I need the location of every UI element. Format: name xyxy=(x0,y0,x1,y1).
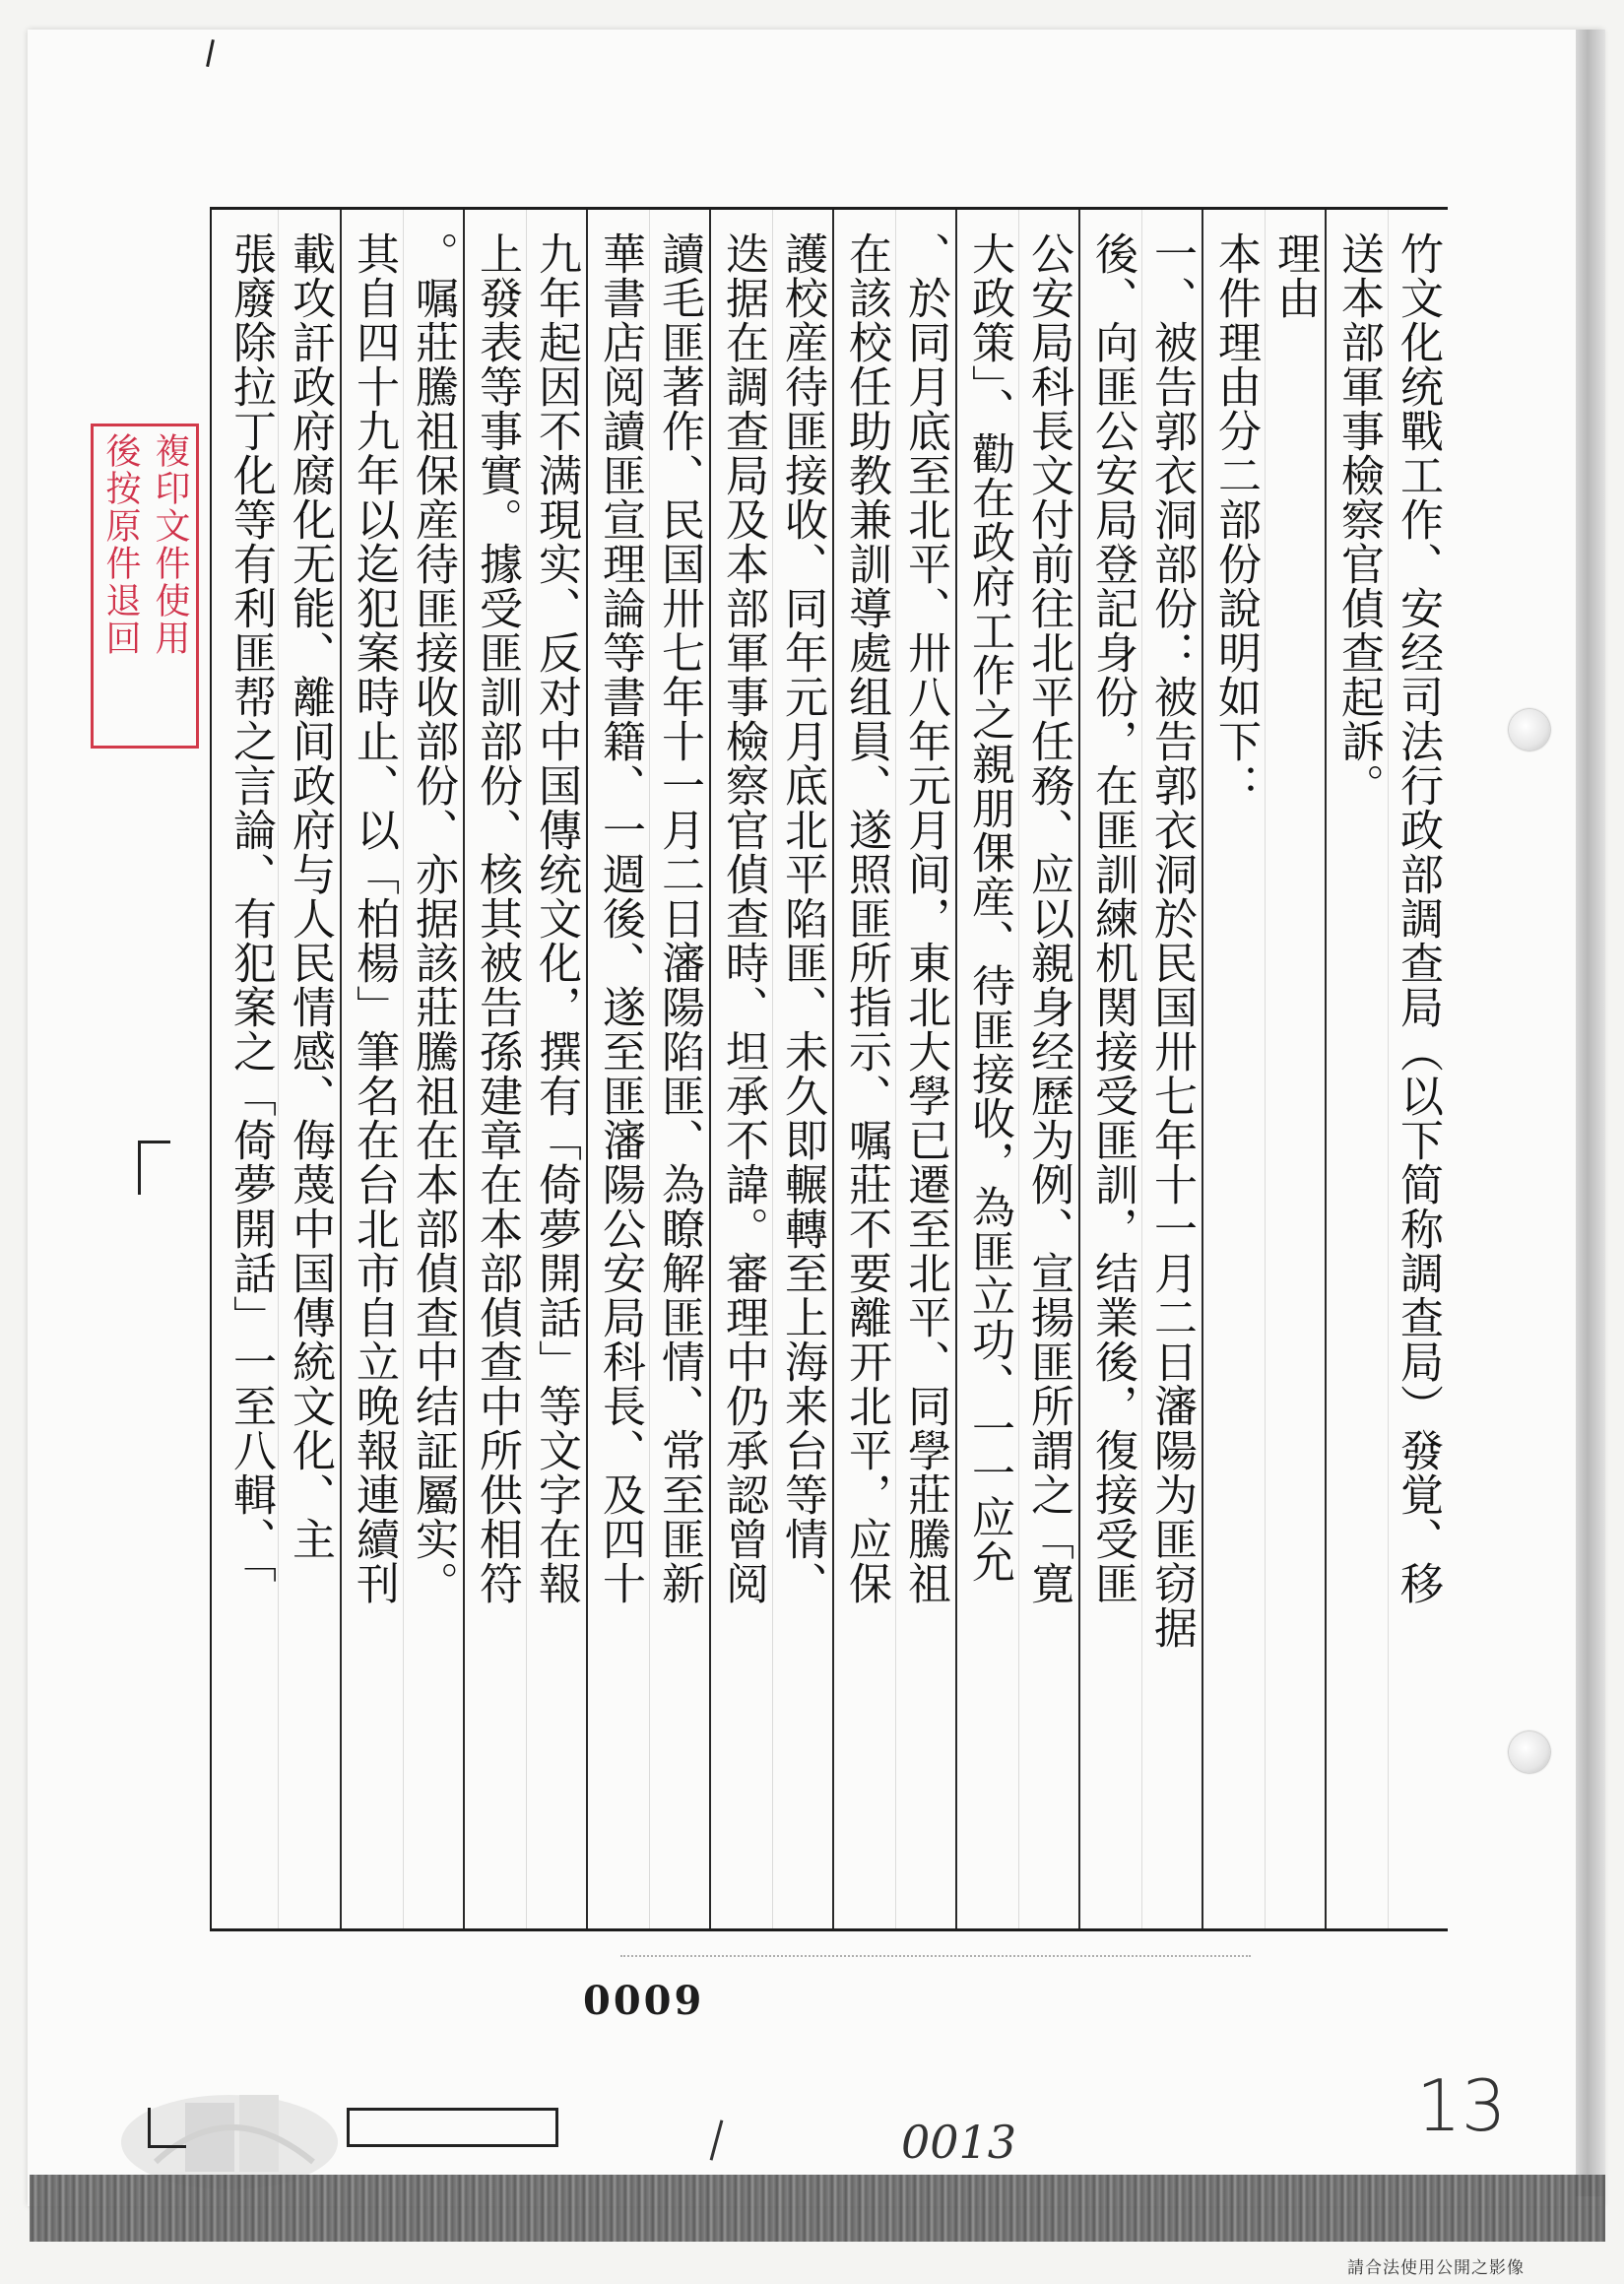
stamp-line-1: 複印文件使用 xyxy=(150,432,190,657)
stamp-line-2: 後按原件退回 xyxy=(100,432,141,657)
text-column: 護校産待匪接收、同年元月底北平陷匪、未久即輾轉至上海来台等情、 xyxy=(777,231,827,1605)
text-column: 公安局科長文付前往北平任務、应以親身经歷为例、宣揚匪所謂之「寛 xyxy=(1023,231,1073,1605)
text-column: 在該校任助教兼訓導處组員、遂照匪所指示、嘱莊不要離开北平，应保 xyxy=(841,231,891,1605)
text-column: 一、被告郭衣洞部份：被告郭衣洞於民国卅七年十一月二日瀋陽为匪窃据 xyxy=(1146,231,1197,1650)
scan-bottom-edge xyxy=(30,2175,1605,2242)
manuscript-grid xyxy=(210,207,1448,1931)
text-column: 。嘱莊騰祖保産待匪接收部份、亦据該莊騰祖在本部偵查中结証屬实。 xyxy=(408,231,458,1605)
text-column: 後、向匪公安局登記身份，在匪訓練机関接受匪訓，结業後，復接受匪 xyxy=(1087,231,1137,1605)
handwritten-folio: 0013 xyxy=(901,2116,1017,2169)
corner-folio: 13 xyxy=(1416,2064,1507,2147)
margin-bracket xyxy=(138,1141,170,1195)
text-column: 大政策」、勸在政府工作之親朋倮産、待匪接收，為匪立功、一一应允 xyxy=(964,231,1014,1584)
footer-caption: 請合法使用公開之影像 xyxy=(1347,2258,1525,2278)
text-column: 理由 xyxy=(1269,231,1320,320)
bottom-corner-mark xyxy=(148,2108,186,2148)
text-column: 竹文化统戰工作、安经司法行政部調查局︵以下简称調查局︶發覚、移 xyxy=(1393,231,1443,1605)
text-column: 本件理由分二部份說明如下： xyxy=(1210,231,1261,808)
text-column: 載攻訐政府腐化无能、離间政府与人民情感、侮蔑中国傳統文化、主 xyxy=(285,231,335,1561)
text-column: 張廢除拉丁化等有利匪帮之言論、有犯案之「倚夢開話」一至八輯、「 xyxy=(226,231,276,1584)
text-column: 讀毛匪著作、民国卅七年十一月二日瀋陽陷匪、為瞭解匪情、常至匪新 xyxy=(654,231,704,1605)
text-column: 送本部軍事檢察官偵查起訴。 xyxy=(1333,231,1384,808)
text-column: 華書店阅讀匪宣理論等書籍、一週後、遂至匪瀋陽公安局科長、及四十 xyxy=(595,231,645,1605)
text-column: 九年起因不满現实、反对中国傳统文化，撰有「倚夢開話」等文字在報 xyxy=(531,231,581,1605)
page-number: 0009 xyxy=(583,1978,705,2024)
binding-hole-bottom xyxy=(1509,1731,1550,1773)
binding-hole-top xyxy=(1509,709,1550,750)
text-column: 、於同月底至北平、卅八年元月间，東北大學已遷至北平、同學莊騰祖 xyxy=(900,231,950,1605)
text-column: 迭据在調查局及本部軍事檢察官偵查時、坦承不諱。審理中仍承認曾阅 xyxy=(718,231,768,1605)
bottom-label-box xyxy=(347,2108,558,2147)
text-column: 其自四十九年以迄犯案時止、以「柏楊」筆名在台北市自立晚報連續刊 xyxy=(349,231,399,1605)
text-column: 上發表等事實。據受匪訓部份、核其被告孫建章在本部偵查中所供相符 xyxy=(472,231,522,1605)
red-stamp xyxy=(91,424,199,749)
scan-right-edge xyxy=(1576,30,1605,2196)
dotted-rule xyxy=(620,1955,1251,1961)
